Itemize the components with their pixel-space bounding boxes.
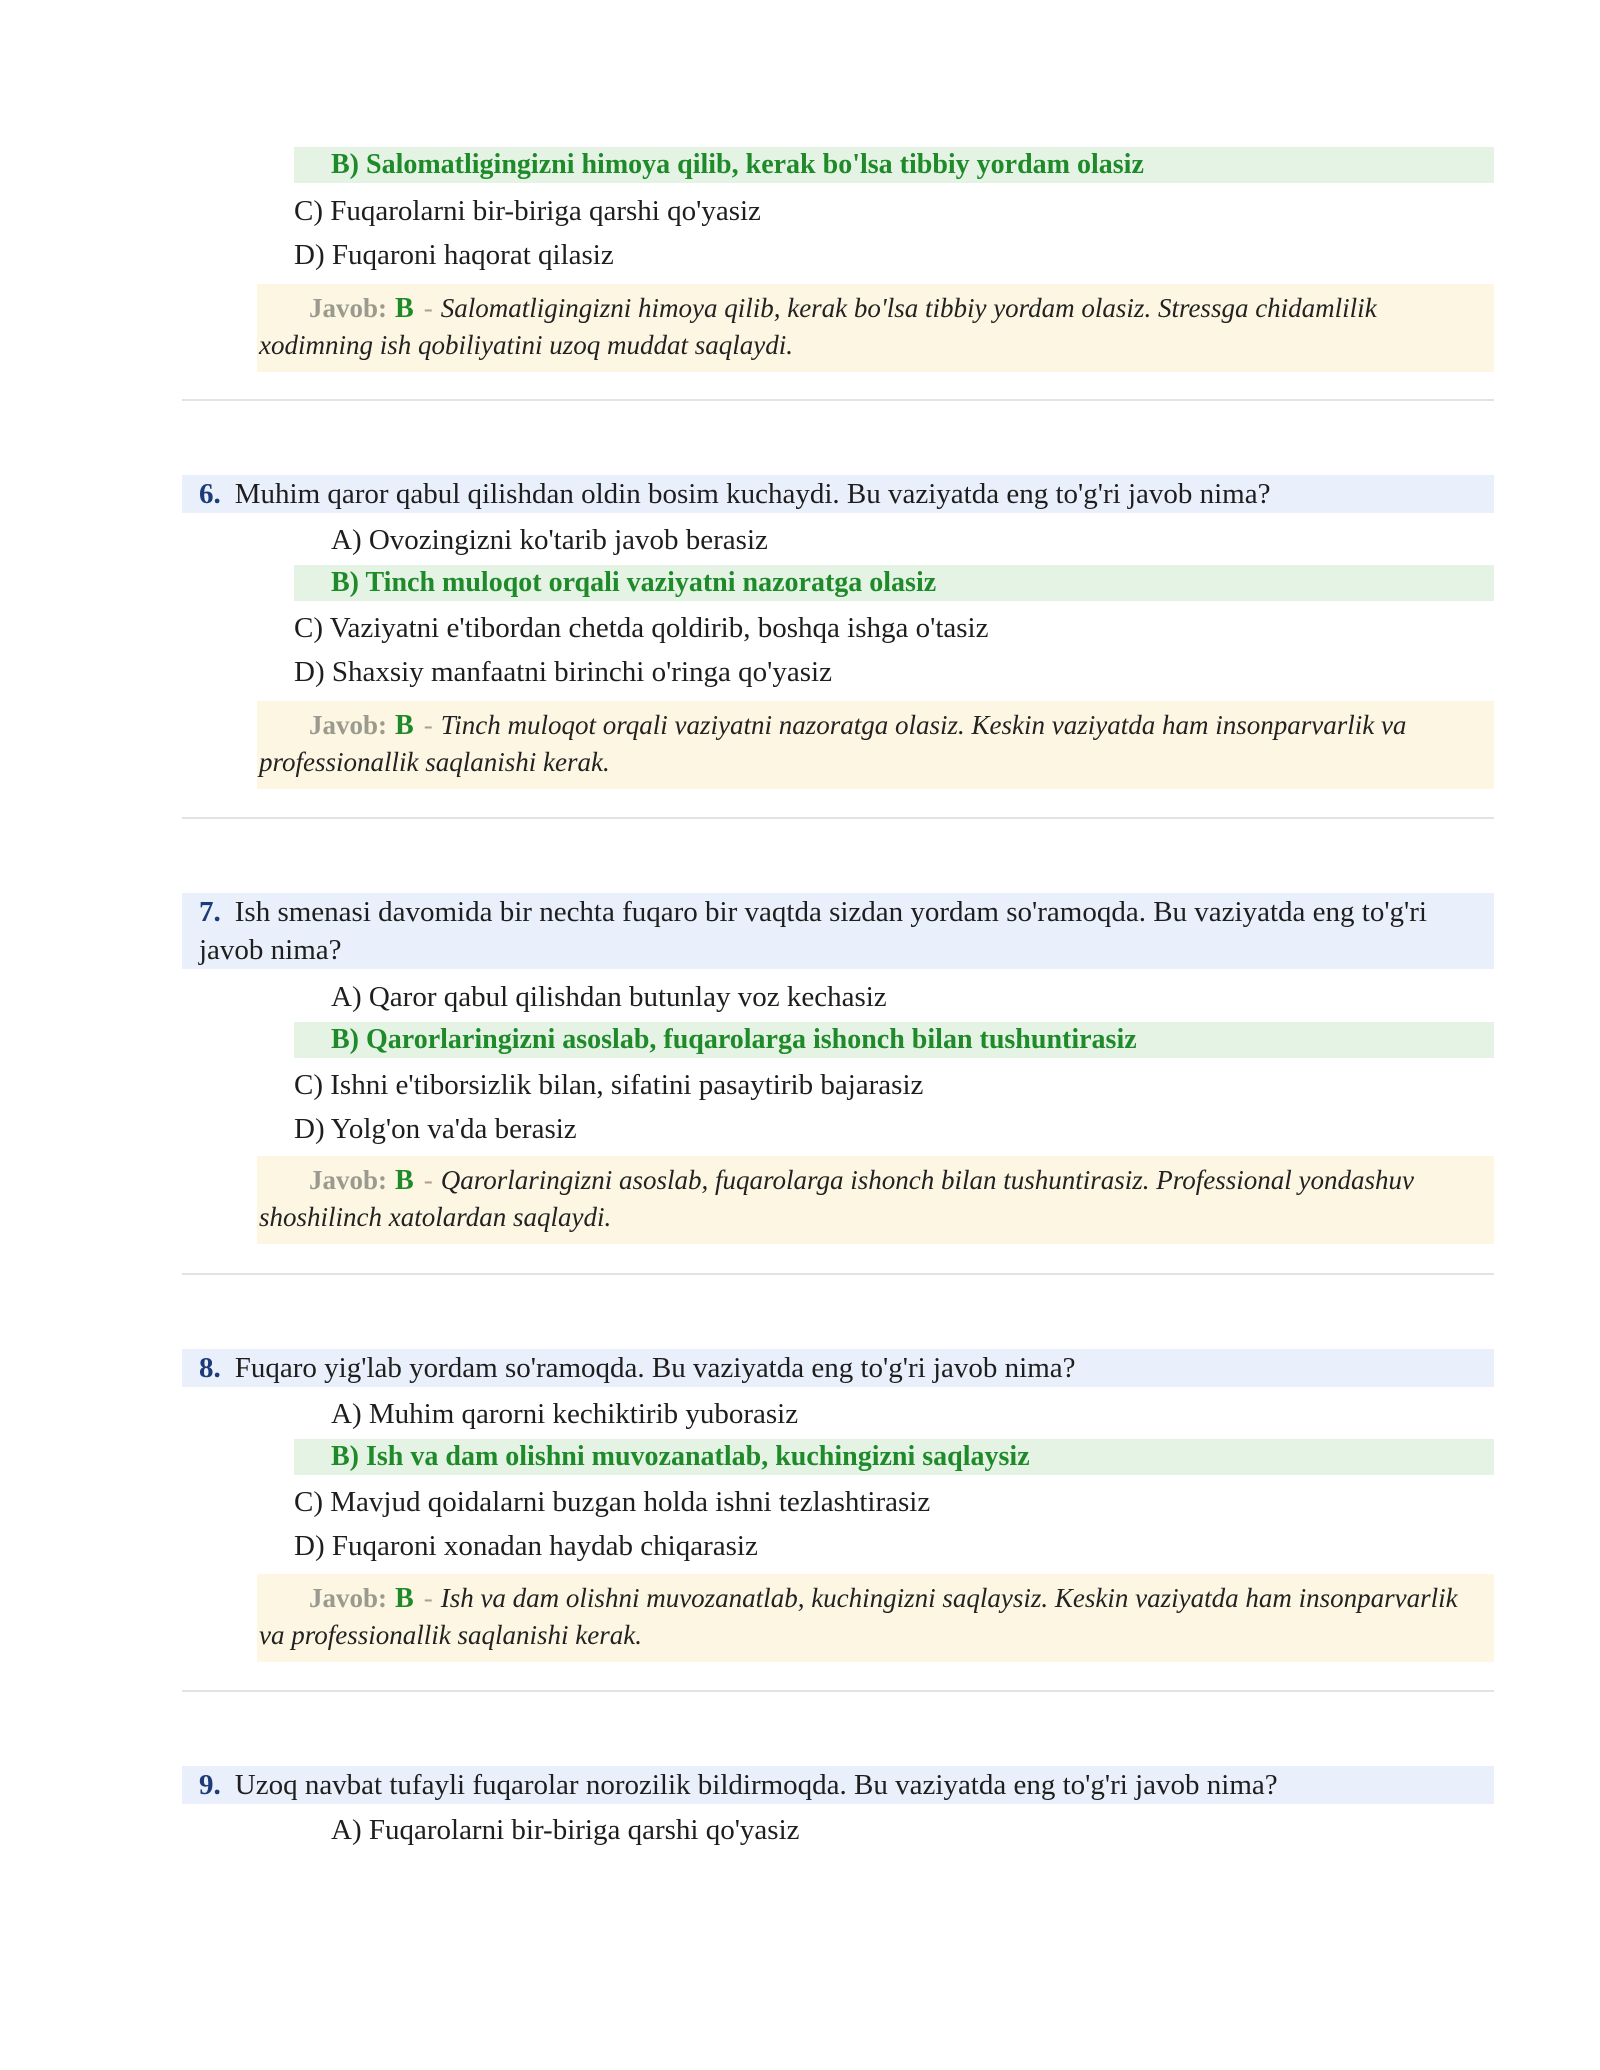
divider bbox=[182, 1273, 1494, 1275]
divider bbox=[182, 399, 1494, 401]
question-7 bbox=[182, 893, 1494, 969]
answer-dash: - bbox=[423, 1583, 433, 1613]
answer-text: Qarorlaringizni asoslab, fuqarolarga ishonch bilan tushuntirasiz. Professional yondashuv shoshilinch xatolardan saqlaydi. bbox=[259, 1165, 1415, 1232]
question-number: 7. bbox=[199, 896, 221, 928]
option-b-correct: B) Qarorlaringizni asoslab, fuqarolarga ishonch bilan tushuntirasiz bbox=[294, 1022, 1494, 1058]
divider bbox=[182, 1690, 1494, 1692]
answer-dash: - bbox=[423, 1165, 433, 1195]
answer-letter: B bbox=[395, 1583, 414, 1614]
question-8 bbox=[182, 1349, 1494, 1387]
answer-label: Javob: bbox=[309, 1165, 388, 1195]
question-6 bbox=[182, 475, 1494, 513]
answer-dash: - bbox=[423, 710, 433, 740]
question-text: Fuqaro yig'lab yordam so'ramoqda. Bu vaziyatda eng to'g'ri javob nima? bbox=[234, 1352, 1076, 1384]
option-b-correct: B) Salomatligingizni himoya qilib, kerak bo'lsa tibbiy yordam olasiz bbox=[294, 147, 1494, 183]
question-text: Uzoq navbat tufayli fuqarolar norozilik bildirmoqda. Bu vaziyatda eng to'g'ri javob nima? bbox=[234, 1769, 1278, 1801]
document-page: B) Salomatligingizni himoya qilib, kerak bo'lsa tibbiy yordam olasiz C) Fuqarolarni bir-biriga qarshi qo'yasiz D) Fuqaroni haqorat qilasiz Javob: B - Salomatligingizni himoya qilib, kerak bo'lsa tibbiy yordam olasiz. Stressga chidamlilik xodimning ish qobiliyatini uzoq muddat saqlaydi. 6. Muhim qaror qabul qilishdan oldin bosim kuchaydi. Bu vaziyatda eng to'g'ri javob nima? A) Ovozingizni ko'tarib javob berasiz B) Tinch muloqot orqali vaziyatni nazoratga olasiz C) Vaziyatni e'tibordan chetda qoldirib, boshqa ishga o'tasiz D) Shaxsiy manfaatni birinchi o'ringa qo'yasiz Javob: B - Tinch muloqot orqali vaziyatni nazoratga olasiz. Keskin vaziyatda ham insonparvarlik va professionallik saqlanishi kerak. 7. Ish smenasi davomida bir nechta fuqaro bir vaqtda sizdan yordam so'ramoqda. Bu vaziyatda eng to'g'ri javob nima? A) Qaror qabul qilishdan butunlay voz kechasiz B) Qarorlaringizni asoslab, fuqarolarga ishonch bilan tushuntirasiz C) Ishni e'tiborsizlik bilan, sifatini pasaytirib bajarasiz D) Yolg'on va'da berasiz Javob: B - Qarorlaringizni asoslab, fuqarolarga ishonch bilan tushuntirasiz. Professional yondashuv shoshilinch xatolardan saqlaydi. 8. Fuqaro yig'lab yordam so'ramoqda. Bu vaziyatda eng to'g'ri javob nima? A) Muhim qarorni kechiktirib yuborasiz B) Ish va dam olishni muvozanatlab, kuchingizni saqlaysiz C) Mavjud qoidalarni buzgan holda ishni tezlashtirasiz D) Fuqaroni xonadan haydab chiqarasiz Javob: B - Ish va dam olishni muvozanatlab, kuchingizni saqlaysiz. Keskin vaziyatda ham insonparvarlik va professionallik saqlanishi kerak. 9. Uzoq navbat tufayli fuqarolar norozilik bildirmoqda. Bu vaziyatda eng to'g'ri javob nima? A) Fuqarolarni bir-biriga qarshi qo'yasiz bbox=[0, 0, 1600, 2070]
answer-label: Javob: bbox=[309, 710, 388, 740]
answer-text: Tinch muloqot orqali vaziyatni nazoratga olasiz. Keskin vaziyatda ham insonparvarlik va professionallik saqlanishi kerak. bbox=[259, 710, 1407, 777]
question-number: 8. bbox=[199, 1352, 221, 1384]
answer-text: Salomatligingizni himoya qilib, kerak bo'lsa tibbiy yordam olasiz. Stressga chidamlilik xodimning ish qobiliyatini uzoq muddat saqlaydi. bbox=[259, 293, 1377, 360]
answer-box bbox=[257, 284, 1494, 372]
answer-box bbox=[257, 1574, 1494, 1662]
question-text: Ish smenasi davomida bir nechta fuqaro bir vaqtda sizdan yordam so'ramoqda. Bu vaziyatda eng to'g'ri javob nima? bbox=[199, 896, 1427, 966]
option-b-correct: B) Ish va dam olishni muvozanatlab, kuchingizni saqlaysiz bbox=[294, 1439, 1494, 1475]
answer-dash: - bbox=[423, 293, 433, 323]
answer-letter: B bbox=[395, 710, 414, 741]
answer-letter: B bbox=[395, 1165, 414, 1196]
answer-letter: B bbox=[395, 293, 414, 324]
question-number: 9. bbox=[199, 1769, 221, 1801]
question-9 bbox=[182, 1766, 1494, 1804]
question-number: 6. bbox=[199, 478, 221, 510]
answer-label: Javob: bbox=[309, 1583, 388, 1613]
answer-box bbox=[257, 1156, 1494, 1244]
divider bbox=[182, 817, 1494, 819]
answer-text: Ish va dam olishni muvozanatlab, kuchingizni saqlaysiz. Keskin vaziyatda ham insonparvarlik va professionallik saqlanishi kerak. bbox=[259, 1583, 1458, 1650]
option-b-correct: B) Tinch muloqot orqali vaziyatni nazoratga olasiz bbox=[294, 565, 1494, 601]
question-text: Muhim qaror qabul qilishdan oldin bosim kuchaydi. Bu vaziyatda eng to'g'ri javob nima? bbox=[234, 478, 1271, 510]
answer-label: Javob: bbox=[309, 293, 388, 323]
answer-box bbox=[257, 701, 1494, 789]
